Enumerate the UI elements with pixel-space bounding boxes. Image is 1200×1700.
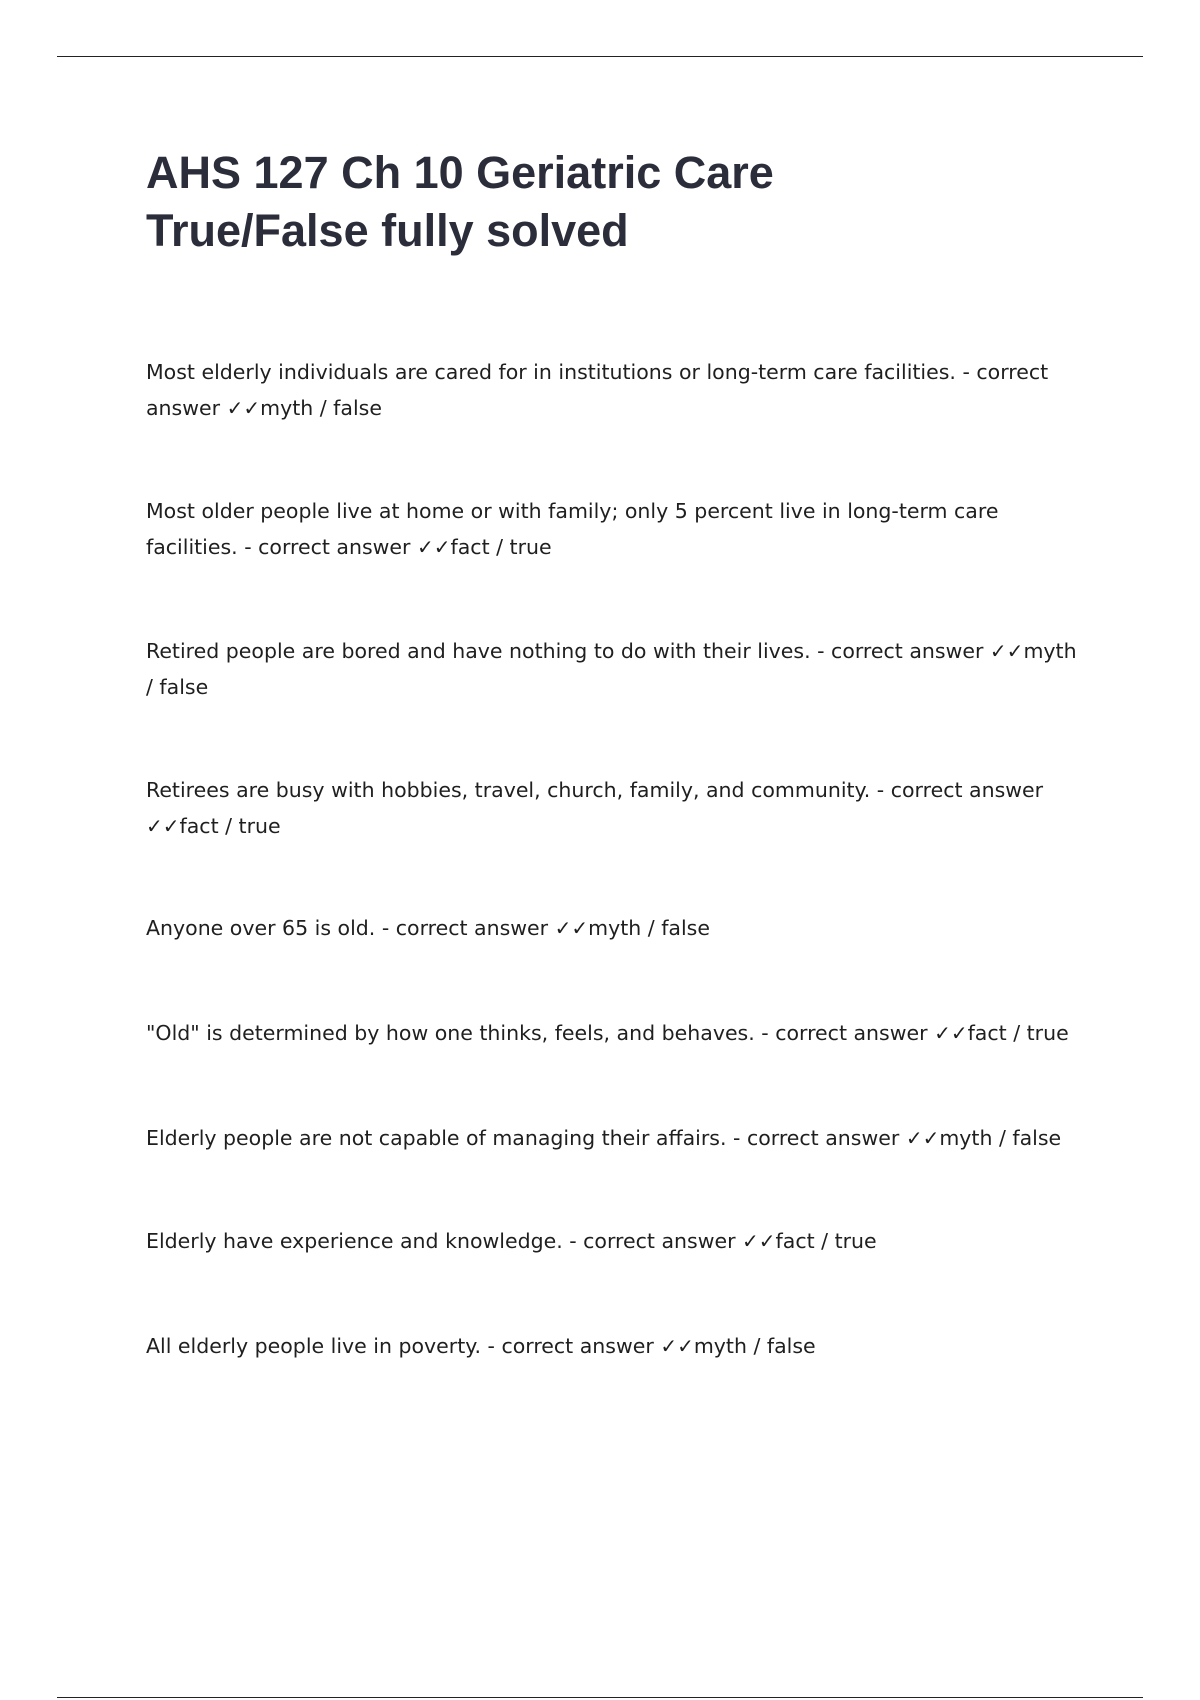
check-mark-icon: ✓✓ bbox=[989, 639, 1024, 663]
answer-label: correct answer bbox=[395, 916, 549, 940]
answer-text: myth / false bbox=[260, 396, 382, 420]
answer-label: correct answer bbox=[258, 535, 411, 559]
answer-label: correct answer bbox=[746, 1126, 900, 1150]
separator: - bbox=[754, 1021, 776, 1045]
check-mark-icon: ✓✓ bbox=[660, 1334, 694, 1358]
answer-text: myth / false bbox=[693, 1334, 816, 1358]
top-divider bbox=[57, 56, 1143, 57]
answer-text: fact / true bbox=[967, 1021, 1069, 1045]
separator: - bbox=[481, 1334, 502, 1358]
answer-text: myth / false bbox=[939, 1126, 1062, 1150]
qa-item bbox=[146, 910, 1096, 946]
question-text: Retirees are busy with hobbies, travel, church, family, and community. bbox=[146, 778, 871, 802]
bottom-divider bbox=[57, 1697, 1143, 1698]
answer-label: correct answer bbox=[146, 360, 1049, 420]
question-text: Elderly people are not capable of managing their affairs. bbox=[146, 1126, 727, 1150]
qa-item bbox=[146, 772, 1086, 844]
answer-label: correct answer bbox=[890, 778, 1044, 802]
qa-item bbox=[146, 493, 1081, 565]
separator: - bbox=[237, 535, 259, 559]
question-text: All elderly people live in poverty. bbox=[146, 1334, 481, 1358]
separator: - bbox=[562, 1229, 584, 1253]
question-text: Anyone over 65 is old. bbox=[146, 916, 376, 940]
qa-item bbox=[146, 1328, 1096, 1364]
question-text: Retired people are bored and have nothing to do with their lives. bbox=[146, 639, 811, 663]
answer-label: correct answer bbox=[501, 1334, 654, 1358]
separator: - bbox=[955, 360, 977, 384]
qa-item bbox=[146, 1223, 1096, 1259]
answer-label: correct answer bbox=[775, 1021, 928, 1045]
check-mark-icon: ✓✓ bbox=[934, 1021, 968, 1045]
answer-text: fact / true bbox=[775, 1229, 877, 1253]
qa-item bbox=[146, 354, 1086, 426]
question-text: "Old" is determined by how one thinks, feels, and behaves. bbox=[146, 1021, 755, 1045]
qa-item bbox=[146, 633, 1081, 705]
answer-text: fact / true bbox=[450, 535, 552, 559]
separator: - bbox=[810, 639, 832, 663]
check-mark-icon: ✓✓ bbox=[146, 814, 180, 838]
question-text: Most older people live at home or with family; only 5 percent live in long-term care facilities. bbox=[146, 499, 999, 559]
separator: - bbox=[726, 1126, 747, 1150]
question-text: Most elderly individuals are cared for in institutions or long-term care facilities. bbox=[146, 360, 956, 384]
answer-text: myth / false bbox=[588, 916, 710, 940]
check-mark-icon: ✓✓ bbox=[554, 916, 589, 940]
separator: - bbox=[375, 916, 396, 940]
qa-item bbox=[146, 1015, 1096, 1051]
check-mark-icon: ✓✓ bbox=[742, 1229, 776, 1253]
question-text: Elderly have experience and knowledge. bbox=[146, 1229, 563, 1253]
answer-text: fact / true bbox=[179, 814, 281, 838]
document-title: AHS 127 Ch 10 Geriatric Care True/False fully solved bbox=[146, 147, 774, 256]
answer-label: correct answer bbox=[831, 639, 984, 663]
answer-label: correct answer bbox=[583, 1229, 736, 1253]
check-mark-icon: ✓✓ bbox=[905, 1126, 940, 1150]
check-mark-icon: ✓✓ bbox=[417, 535, 451, 559]
check-mark-icon: ✓✓ bbox=[226, 396, 261, 420]
qa-item bbox=[146, 1120, 1096, 1156]
separator: - bbox=[870, 778, 891, 802]
answer-text: myth / false bbox=[146, 639, 1077, 699]
